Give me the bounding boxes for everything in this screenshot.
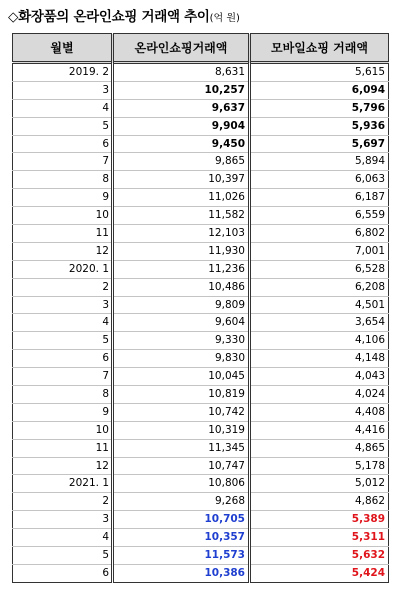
month-cell: 6: [13, 350, 113, 368]
table-row: [13, 475, 389, 493]
online-value: 11,236: [113, 260, 250, 278]
month-cell: 5: [13, 117, 113, 135]
table-row: [13, 260, 389, 278]
online-value: 10,386: [113, 564, 250, 582]
mobile-value: 5,632: [250, 547, 389, 565]
month-cell: 8: [13, 171, 113, 189]
online-value: 9,830: [113, 350, 250, 368]
header-online: 온라인쇼핑거래액: [113, 34, 250, 63]
month-cell: 7: [13, 368, 113, 386]
mobile-value: 4,408: [250, 403, 389, 421]
month-cell: 3: [13, 511, 113, 529]
table-row: [13, 242, 389, 260]
table-row: [13, 457, 389, 475]
table-row: [13, 547, 389, 565]
month-cell: 3: [13, 81, 113, 99]
page-title: [8, 6, 240, 28]
online-value: 10,705: [113, 511, 250, 529]
mobile-value: 5,936: [250, 117, 389, 135]
month-cell: 2: [13, 493, 113, 511]
month-cell: 11: [13, 225, 113, 243]
online-value: 10,045: [113, 368, 250, 386]
month-cell: 4: [13, 99, 113, 117]
mobile-value: 4,148: [250, 350, 389, 368]
online-value: 10,486: [113, 278, 250, 296]
mobile-value: 6,094: [250, 81, 389, 99]
month-cell: 12: [13, 242, 113, 260]
mobile-value: 5,311: [250, 529, 389, 547]
mobile-value: 4,862: [250, 493, 389, 511]
month-cell: 5: [13, 547, 113, 565]
mobile-value: 6,187: [250, 189, 389, 207]
table-row: [13, 81, 389, 99]
table-row: [13, 153, 389, 171]
month-cell: 2020. 1: [13, 260, 113, 278]
table-row: [13, 421, 389, 439]
mobile-value: 5,012: [250, 475, 389, 493]
table-row: [13, 386, 389, 404]
table-row: [13, 439, 389, 457]
online-value: 9,330: [113, 332, 250, 350]
mobile-value: 4,043: [250, 368, 389, 386]
online-value: 9,268: [113, 493, 250, 511]
mobile-value: 6,208: [250, 278, 389, 296]
table-row: [13, 350, 389, 368]
month-cell: 9: [13, 403, 113, 421]
month-cell: 12: [13, 457, 113, 475]
online-value: 10,747: [113, 457, 250, 475]
table-row: [13, 63, 389, 82]
month-cell: 2019. 2: [13, 63, 113, 82]
online-value: 9,604: [113, 314, 250, 332]
table-row: [13, 296, 389, 314]
online-value: 10,819: [113, 386, 250, 404]
mobile-value: 4,024: [250, 386, 389, 404]
month-cell: 3: [13, 296, 113, 314]
table-row: [13, 564, 389, 582]
month-cell: 2: [13, 278, 113, 296]
online-value: 9,637: [113, 99, 250, 117]
sales-table: [12, 33, 389, 583]
table-row: [13, 529, 389, 547]
table-row: [13, 332, 389, 350]
table-row: [13, 99, 389, 117]
mobile-value: 4,501: [250, 296, 389, 314]
table-row: [13, 368, 389, 386]
online-value: 8,631: [113, 63, 250, 82]
title-unit: (억 원): [209, 13, 240, 24]
online-value: 10,742: [113, 403, 250, 421]
online-value: 9,865: [113, 153, 250, 171]
mobile-value: 5,894: [250, 153, 389, 171]
online-value: 11,930: [113, 242, 250, 260]
mobile-value: 3,654: [250, 314, 389, 332]
online-value: 11,026: [113, 189, 250, 207]
header-row: [13, 34, 389, 63]
mobile-value: 5,424: [250, 564, 389, 582]
mobile-value: 6,063: [250, 171, 389, 189]
table-row: [13, 493, 389, 511]
month-cell: 5: [13, 332, 113, 350]
online-value: 10,806: [113, 475, 250, 493]
mobile-value: 4,865: [250, 439, 389, 457]
mobile-value: 5,796: [250, 99, 389, 117]
table-row: [13, 511, 389, 529]
month-cell: 10: [13, 421, 113, 439]
month-cell: 9: [13, 189, 113, 207]
online-value: 10,357: [113, 529, 250, 547]
table-row: [13, 189, 389, 207]
online-value: 9,450: [113, 135, 250, 153]
title-text: ◇화장품의 온라인쇼핑 거래액 추이: [8, 9, 210, 25]
month-cell: 6: [13, 135, 113, 153]
table-row: [13, 225, 389, 243]
table-row: [13, 403, 389, 421]
table-row: [13, 135, 389, 153]
mobile-value: 7,001: [250, 242, 389, 260]
online-value: 9,904: [113, 117, 250, 135]
mobile-value: 4,106: [250, 332, 389, 350]
mobile-value: 4,416: [250, 421, 389, 439]
online-value: 11,573: [113, 547, 250, 565]
table-row: [13, 171, 389, 189]
month-cell: 6: [13, 564, 113, 582]
month-cell: 4: [13, 314, 113, 332]
online-value: 10,397: [113, 171, 250, 189]
online-value: 12,103: [113, 225, 250, 243]
header-mobile: 모바일쇼핑 거래액: [250, 34, 389, 63]
table-body: [13, 63, 389, 583]
month-cell: 8: [13, 386, 113, 404]
mobile-value: 6,559: [250, 207, 389, 225]
table-row: [13, 314, 389, 332]
table-row: [13, 207, 389, 225]
month-cell: 4: [13, 529, 113, 547]
header-month: 월별: [13, 34, 113, 63]
online-value: 9,809: [113, 296, 250, 314]
mobile-value: 6,528: [250, 260, 389, 278]
mobile-value: 5,697: [250, 135, 389, 153]
table-row: [13, 278, 389, 296]
table-row: [13, 117, 389, 135]
month-cell: 10: [13, 207, 113, 225]
mobile-value: 5,615: [250, 63, 389, 82]
mobile-value: 5,178: [250, 457, 389, 475]
online-value: 11,345: [113, 439, 250, 457]
online-value: 10,257: [113, 81, 250, 99]
mobile-value: 5,389: [250, 511, 389, 529]
month-cell: 2021. 1: [13, 475, 113, 493]
month-cell: 11: [13, 439, 113, 457]
month-cell: 7: [13, 153, 113, 171]
online-value: 10,319: [113, 421, 250, 439]
online-value: 11,582: [113, 207, 250, 225]
mobile-value: 6,802: [250, 225, 389, 243]
